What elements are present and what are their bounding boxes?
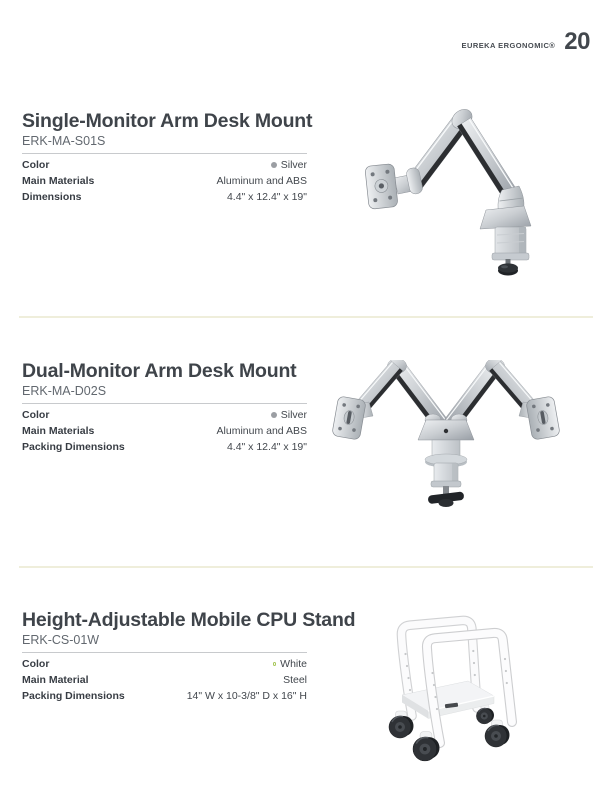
spec-label: Main Material <box>22 674 89 686</box>
color-value: Silver <box>280 409 307 421</box>
vesa-plate <box>365 164 398 210</box>
spec-table <box>22 157 307 205</box>
product-section-dual-monitor-arm <box>22 360 307 455</box>
mount-post <box>480 186 531 229</box>
spec-row-dimensions <box>22 688 307 704</box>
spec-label: Main Materials <box>22 425 95 437</box>
spec-label: Packing Dimensions <box>22 690 125 702</box>
product-sku: ERK-MA-S01S <box>22 134 307 154</box>
spec-label: Color <box>22 159 50 171</box>
color-swatch-white-icon <box>273 662 277 666</box>
vesa-plate <box>332 396 367 440</box>
spec-value: 4.4" x 12.4" x 19" <box>226 191 307 203</box>
center-desk-clamp <box>418 414 474 507</box>
color-value: Silver <box>280 159 307 171</box>
page-number: 20 <box>564 28 590 55</box>
product-title: Single-Monitor Arm Desk Mount <box>22 110 313 132</box>
dual-monitor-arm-illustration <box>323 360 591 522</box>
spec-value: Aluminum and ABS <box>216 175 307 187</box>
section-divider <box>19 566 593 568</box>
product-sku: ERK-MA-D02S <box>22 384 307 404</box>
spec-value <box>273 658 307 670</box>
desk-clamp <box>492 227 529 276</box>
color-value: White <box>280 658 307 670</box>
spec-table <box>22 407 307 455</box>
spec-label: Color <box>22 409 50 421</box>
spec-table <box>22 656 307 704</box>
spec-label: Color <box>22 658 50 670</box>
product-sku: ERK-CS-01W <box>22 633 307 653</box>
spec-row-materials <box>22 672 307 688</box>
spec-value <box>271 409 307 421</box>
spec-row-color <box>22 656 307 672</box>
forearm <box>457 118 516 199</box>
spec-row-dimensions <box>22 189 307 205</box>
spec-row-color <box>22 407 307 423</box>
spec-row-color <box>22 157 307 173</box>
spec-row-materials <box>22 423 307 439</box>
cpu-stand-illustration <box>388 597 560 769</box>
product-section-cpu-stand <box>22 609 356 704</box>
caster-wheel-front-right <box>485 720 510 747</box>
page-header <box>462 28 590 56</box>
spec-value: 4.4" x 12.4" x 19" <box>226 441 307 453</box>
product-section-single-monitor-arm <box>22 110 313 205</box>
spec-value: 14" W x 10-3/8" D x 16" H <box>186 690 307 702</box>
spec-label: Packing Dimensions <box>22 441 125 453</box>
spec-value <box>271 159 307 171</box>
cpu-stand-photo <box>388 597 560 774</box>
color-swatch-silver-icon <box>271 162 277 168</box>
spec-value: Aluminum and ABS <box>216 425 307 437</box>
product-title: Dual-Monitor Arm Desk Mount <box>22 360 297 382</box>
spec-label: Dimensions <box>22 191 82 203</box>
single-monitor-arm-photo <box>352 96 580 289</box>
spec-value: Steel <box>283 674 307 686</box>
color-swatch-silver-icon <box>271 412 277 418</box>
spec-row-materials <box>22 173 307 189</box>
spec-row-dimensions <box>22 439 307 455</box>
section-divider <box>19 316 593 318</box>
dual-monitor-arm-photo <box>323 360 591 527</box>
spec-label: Main Materials <box>22 175 95 187</box>
single-monitor-arm-illustration <box>352 96 580 284</box>
product-title: Height-Adjustable Mobile CPU Stand <box>22 609 356 631</box>
brand-name: EUREKA ERGONOMIC® <box>461 40 556 50</box>
